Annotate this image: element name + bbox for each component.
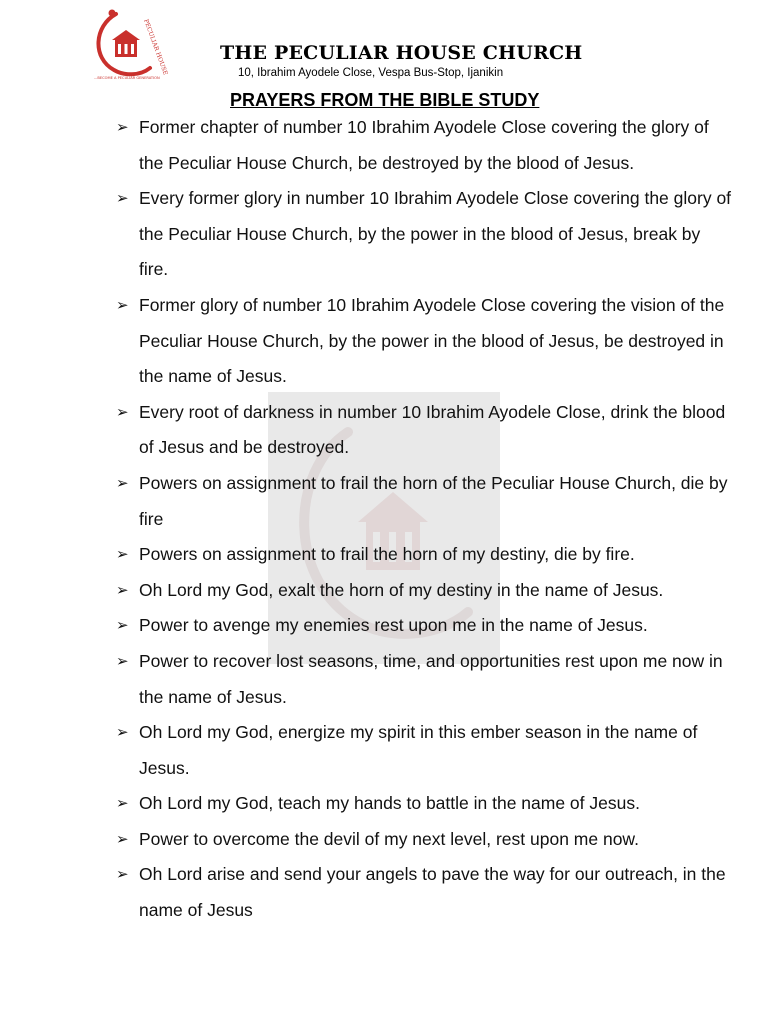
list-item [112,822,732,858]
arrowhead-bullet-icon: ➢ [116,866,129,884]
arrowhead-bullet-icon: ➢ [116,581,129,599]
list-item [112,110,732,181]
arrowhead-bullet-icon: ➢ [116,474,129,492]
house-icon [112,30,140,57]
arrowhead-bullet-icon: ➢ [116,617,129,635]
prayer-text: Powers on assignment to frail the horn of the Peculiar House Church, die by fire [139,472,728,529]
church-name: THE PECULIAR HOUSE CHURCH [220,42,583,64]
arrowhead-bullet-icon: ➢ [116,119,129,136]
arrowhead-bullet-icon: ➢ [116,296,129,314]
svg-text:...BECOME A PECULIAR GENERATIO: ...BECOME A PECULIAR GENERATION [94,76,160,80]
svg-text:PECULIAR HOUSE: PECULIAR HOUSE [142,18,169,77]
list-item [112,786,732,822]
arrowhead-bullet-icon: ➢ [116,652,129,670]
arrowhead-bullet-icon: ➢ [116,403,129,421]
arrowhead-bullet-icon: ➢ [116,546,129,564]
list-item [112,573,732,609]
prayer-text: Oh Lord my God, teach my hands to battle in the name of Jesus. [139,793,640,814]
prayer-text: Oh Lord my God, energize my spirit in this ember season in the name of Jesus. [139,722,698,778]
list-item [112,608,732,644]
document-heading: PRAYERS FROM THE BIBLE STUDY [230,90,540,110]
prayer-text: Every former glory in number 10 Ibrahim Ayodele Close covering the glory of the Peculiar House Church, by the power in the blood of Jesus, break by fire. [139,188,732,280]
arrowhead-bullet-icon: ➢ [116,795,129,813]
prayer-text: Oh Lord arise and send your angels to pave the way for our outreach, in the name of Jesus [139,864,726,921]
list-item [112,288,732,395]
list-item [112,644,732,715]
list-item [112,466,732,537]
church-address: 10, Ibrahim Ayodele Close, Vespa Bus-Stop, Ijanikin [238,67,504,79]
arrowhead-bullet-icon: ➢ [116,830,129,848]
arrowhead-bullet-icon: ➢ [116,724,129,742]
prayer-text: Former chapter of number 10 Ibrahim Ayodele Close covering the glory of the Peculiar House Church, be destroyed by the blood of Jesus. [139,117,709,173]
prayer-text: Former glory of number 10 Ibrahim Ayodele Close covering the vision of the Peculiar House Church, by the power in the blood of Jesus, be destroyed in the name of Jesus. [139,294,725,387]
prayer-text: Oh Lord my God, exalt the horn of my destiny in the name of Jesus. [139,579,664,600]
list-item [112,715,732,786]
prayer-text: Powers on assignment to frail the horn of my destiny, die by fire. [139,544,635,565]
prayer-text: Power to avenge my enemies rest upon me in the name of Jesus. [139,615,648,636]
prayer-list [112,110,732,929]
list-item [112,537,732,573]
list-item [112,857,732,928]
list-item [112,181,732,288]
list-item [112,395,732,466]
prayer-text: Power to overcome the devil of my next level, rest upon me now. [139,828,639,849]
arrowhead-bullet-icon: ➢ [116,190,129,208]
prayer-text: Power to recover lost seasons, time, and opportunities rest upon me now in the name of Jesus. [139,650,723,707]
prayer-text: Every root of darkness in number 10 Ibrahim Ayodele Close, drink the blood of Jesus and be destroyed. [139,401,726,458]
church-logo [88,6,170,84]
